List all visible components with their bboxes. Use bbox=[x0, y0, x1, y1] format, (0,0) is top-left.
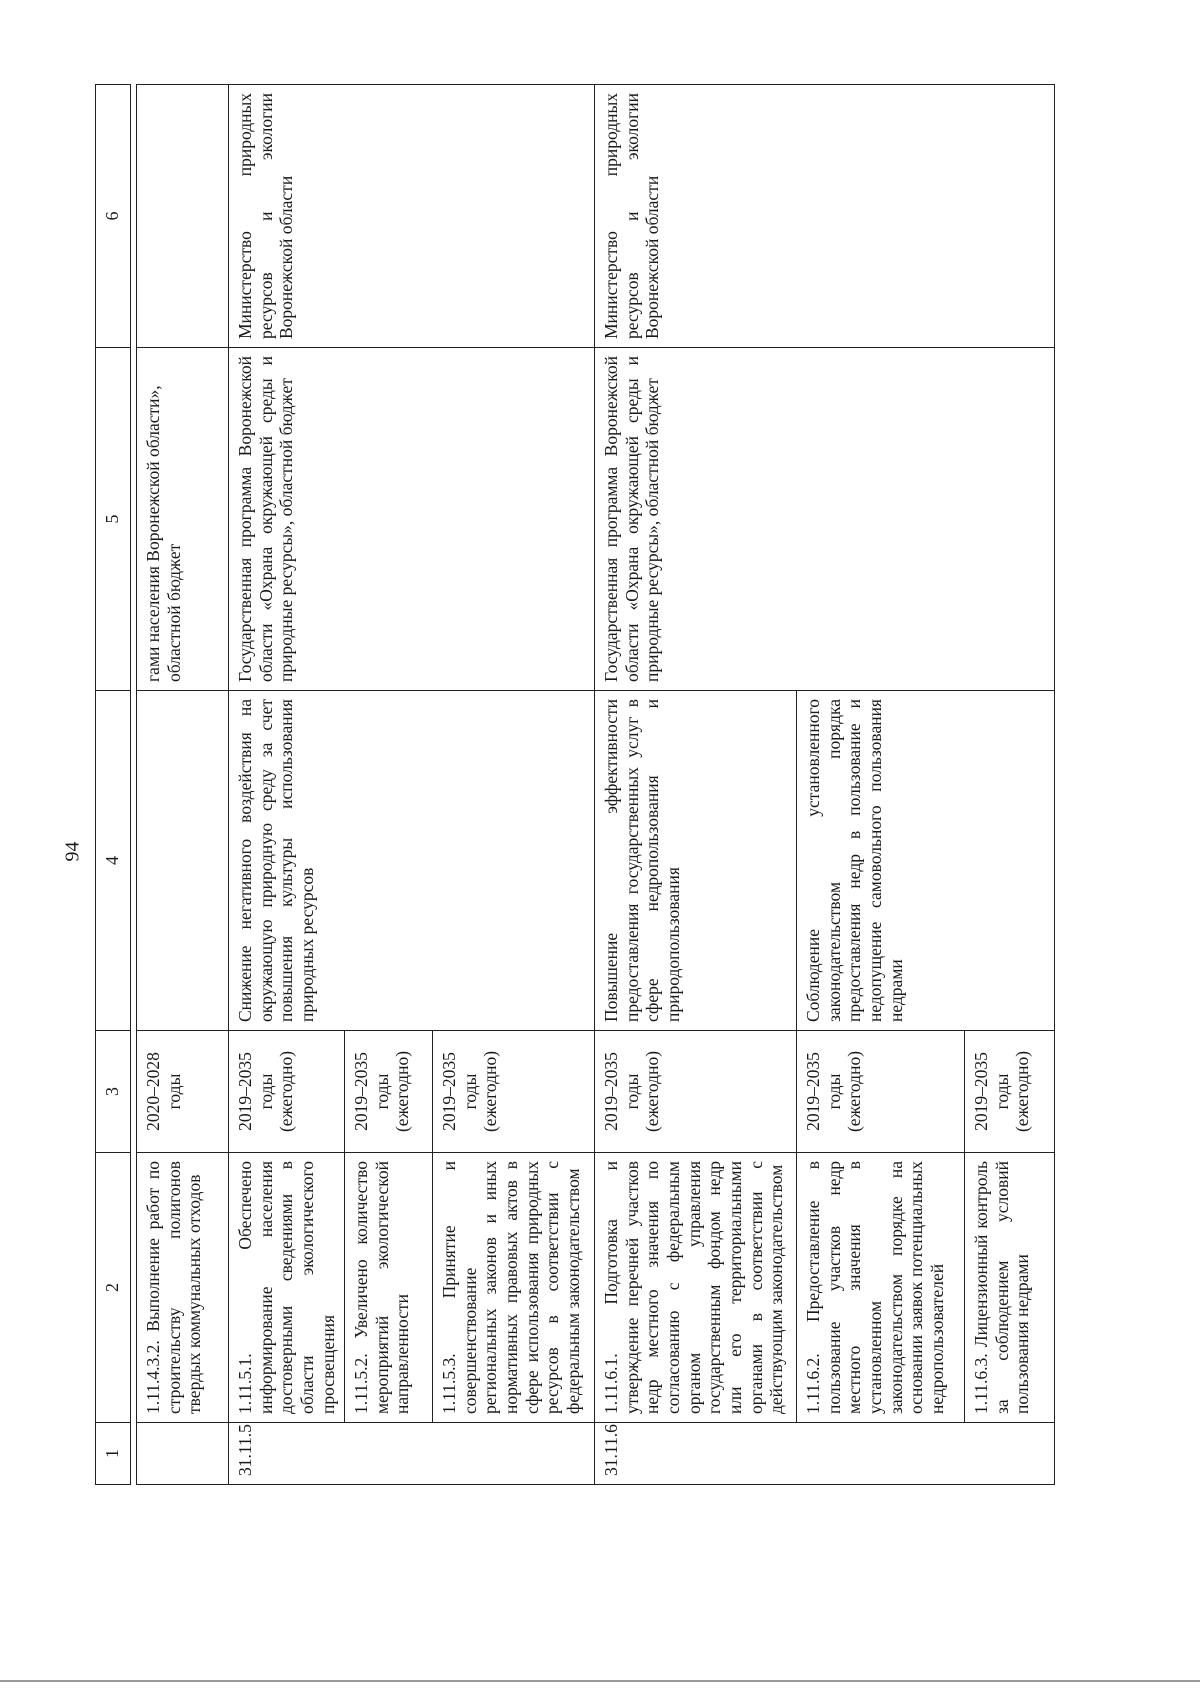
period-cell: 2019–2035 годы (ежегодно) bbox=[433, 1031, 595, 1153]
result-cell: Повышение эффективности предоставления государственных услуг в сфере недропользования и природопользования bbox=[595, 691, 797, 1031]
result-cell bbox=[137, 691, 229, 1031]
period-cell: 2019–2035 годы (ежегодно) bbox=[965, 1031, 1055, 1153]
period-cell: 2019–2035 годы (ежегодно) bbox=[595, 1031, 797, 1153]
column-number: 3 bbox=[96, 1031, 131, 1153]
column-number: 1 bbox=[96, 1423, 131, 1485]
column-number: 6 bbox=[96, 85, 131, 348]
event-cell: 1.11.5.1. Обеспечено информирование населения достоверными сведениями в области экологического просвещения bbox=[229, 1153, 345, 1423]
result-cell: Снижение негативного воздействия на окружающую природную среду за счет повышения культуры использования природных ресурсов bbox=[229, 691, 595, 1031]
code-cell: 31.11.6 bbox=[595, 1423, 1055, 1485]
event-cell: 1.11.5.2. Увеличено количество мероприятий экологической направленности bbox=[345, 1153, 433, 1423]
result-cell: Соблюдение установленного законодательством порядка предоставления недр в пользование и недопущение самовольного пользования недрами bbox=[797, 691, 1055, 1031]
column-number-row bbox=[96, 85, 131, 1485]
event-cell: 1.11.6.2. Предоставление в пользование участков недр местного значения в установленном законодательством порядке на основании заявок потенциальных недропользователей bbox=[797, 1153, 965, 1423]
source-cell: Государственная программа Воронежской области «Охрана окружающей среды и природные ресурсы», областной бюджет bbox=[595, 348, 1055, 691]
event-cell: 1.11.6.1. Подготовка и утверждение перечней участков недр местного значения по согласованию с федеральным органом управления государственным фондом недр или его территориальными органами в соответствии с действующим законодательством bbox=[595, 1153, 797, 1423]
scan-edge-line bbox=[0, 1680, 1200, 1682]
source-cell: Государственная программа Воронежской области «Охрана окружающей среды и природные ресурсы», областной бюджет bbox=[229, 348, 595, 691]
event-cell: 1.11.5.3. Принятие и совершенствование региональных законов и иных нормативных правовых актов в сфере использования природных ресурсов в соответствии с федеральным законодательством bbox=[433, 1153, 595, 1423]
column-number: 4 bbox=[96, 691, 131, 1031]
event-cell: 1.11.4.3.2. Выполнение работ по строительству полигонов твердых коммунальных отходов bbox=[137, 1153, 229, 1423]
table-row bbox=[595, 85, 797, 1485]
rotated-table-container bbox=[95, 85, 1095, 1485]
column-number: 2 bbox=[96, 1153, 131, 1423]
executor-cell bbox=[137, 85, 229, 348]
period-cell: 2019–2035 годы (ежегодно) bbox=[797, 1031, 965, 1153]
event-cell: 1.11.6.3. Лицензионный контроль за соблюдением условий пользования недрами bbox=[965, 1153, 1055, 1423]
period-cell: 2019–2035 годы (ежегодно) bbox=[345, 1031, 433, 1153]
code-cell bbox=[137, 1423, 229, 1485]
executor-cell: Министерство природных ресурсов и экологии Воронежской области bbox=[595, 85, 1055, 348]
source-cell: гами населения Воронежской области», областной бюджет bbox=[137, 348, 229, 691]
period-cell: 2020–2028 годы bbox=[137, 1031, 229, 1153]
code-cell: 31.11.5 bbox=[229, 1423, 595, 1485]
events-table bbox=[95, 84, 1055, 1485]
table-row bbox=[229, 85, 345, 1485]
page-number: 94 bbox=[61, 841, 84, 862]
table-row bbox=[137, 85, 229, 1485]
executor-cell: Министерство природных ресурсов и экологии Воронежской области bbox=[229, 85, 595, 348]
period-cell: 2019–2035 годы (ежегодно) bbox=[229, 1031, 345, 1153]
column-number: 5 bbox=[96, 348, 131, 691]
